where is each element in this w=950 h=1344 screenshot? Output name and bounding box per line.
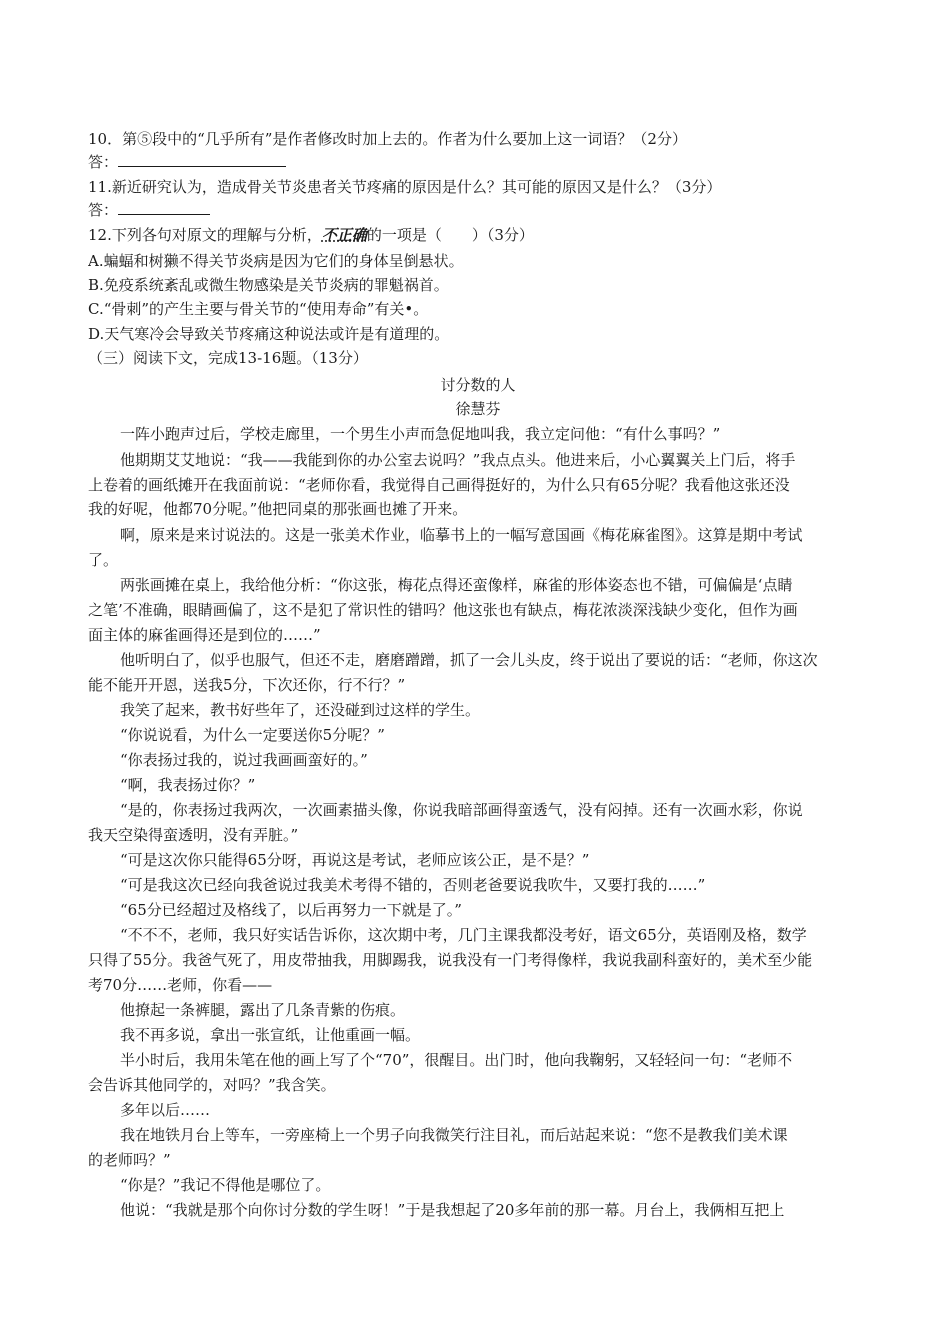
article-line: 我天空染得蛮透明，没有弄脏。” (88, 826, 299, 844)
article-line: 面主体的麻雀画得还是到位的……” (88, 626, 321, 644)
option-b: B.免疫系统紊乱或微生物感染是关节炎病的罪魁祸首。 (88, 276, 449, 294)
article-author: 徐慧芬 (455, 400, 501, 418)
section-heading: （三）阅读下文，完成13-16题。（13分） (88, 349, 368, 367)
option-c: C.“骨刺”的产生主要与骨关节的“使用寿命”有关•。 (88, 300, 429, 318)
article-line: 考70分……老师，你看—— (88, 976, 273, 994)
answer-line-11 (88, 199, 868, 221)
article-line: 两张画摊在桌上，我给他分析：“你这张，梅花点得还蛮像样，麻雀的形体姿态也不错，可偏偏是‘点睛 (120, 576, 793, 594)
article-line: “你表扬过我的，说过我画画蛮好的。” (120, 751, 368, 769)
article-line: “是的，你表扬过我两次，一次画素描头像，你说我暗部画得蛮透气，没有闷掉。还有一次画水彩，你说 (120, 801, 803, 819)
article-line: 能不能开开恩，送我5分，下次还你，行不行？” (88, 676, 406, 694)
answer-blank-11[interactable] (118, 199, 210, 215)
question-10: 10．第⑤段中的“几乎所有”是作者修改时加上去的。作者为什么要加上这一词语？（2分） (88, 130, 687, 148)
article-line: “不不不，老师，我只好实话告诉你，这次期中考，几门主课我都没考好，语文65分，英语刚及格，数学 (120, 926, 807, 944)
article-line: 之笔’不准确，眼睛画偏了，这不是犯了常识性的错吗？他这张也有缺点，梅花浓淡深浅缺少变化，但作为画 (88, 601, 798, 619)
article-line: “可是这次你只能得65分呀，再说这是考试，老师应该公正，是不是？” (120, 851, 590, 869)
article-line: 他期期艾艾地说：“我——我能到你的办公室去说吗？”我点点头。他进来后，小心翼翼关上门后，将手 (120, 451, 796, 469)
article-line: 一阵小跑声过后，学校走廊里，一个男生小声而急促地叫我，我立定问他：“有什么事吗？” (120, 425, 721, 443)
article-line: 半小时后，我用朱笔在他的画上写了个“70”，很醒目。出门时，他向我鞠躬，又轻轻问一句：“老师不 (120, 1051, 793, 1069)
article-title: 讨分数的人 (440, 376, 516, 394)
question-12-suffix: 的一项是（ ）（3分） (366, 226, 534, 244)
article-line: 的老师吗？” (88, 1151, 171, 1169)
article-line: 他撩起一条裤腿，露出了几条青紫的伤痕。 (120, 1001, 406, 1019)
answer-label: 答： (88, 201, 119, 219)
article-line: 我的好呢，他都70分呢。”他把同桌的那张画也摊了开来。 (88, 500, 468, 518)
article-line: 他说：“我就是那个向你讨分数的学生呀！”于是我想起了20多年前的那一幕。月台上，我俩相互把上 (120, 1201, 785, 1219)
option-d: D.天气寒冷会导致关节疼痛这种说法或许是有道理的。 (88, 325, 450, 343)
article-line: “你是？”我记不得他是哪位了。 (120, 1176, 331, 1194)
article-line: 只得了55分。我爸气死了，用皮带抽我，用脚踢我，说我没有一门考得像样，我说我副科蛮好的，美术至少能 (88, 951, 813, 969)
article-line: 了。 (88, 551, 119, 569)
article-line: “你说说看，为什么一定要送你5分呢？” (120, 726, 385, 744)
article-line: 啊，原来是来讨说法的。这是一张美术作业，临摹书上的一幅写意国画《梅花麻雀图》。这算是期中考试 (120, 526, 803, 544)
article-line: “可是我这次已经向我爸说过我美术考得不错的，否则老爸要说我吹牛，又要打我的……” (120, 876, 706, 894)
article-line: “65分已经超过及格线了，以后再努力一下就是了。” (120, 901, 462, 919)
question-12 (88, 224, 868, 246)
question-12-prefix: 12.下列各句对原文的理解与分析， (88, 226, 322, 244)
article-line: “啊，我表扬过你？” (120, 776, 256, 794)
question-12-emphasis: 不正确 (321, 226, 367, 244)
article-line: 我笑了起来，教书好些年了，还没碰到过这样的学生。 (120, 701, 481, 719)
answer-label: 答： (88, 153, 119, 171)
article-line: 他听明白了，似乎也服气，但还不走，磨磨蹭蹭，抓了一会儿头皮，终于说出了要说的话：“老师，你这次 (120, 651, 818, 669)
option-a: A.蝙蝠和树獭不得关节炎病是因为它们的身体呈倒悬状。 (88, 252, 464, 270)
question-11: 11.新近研究认为，造成骨关节炎患者关节疼痛的原因是什么？其可能的原因又是什么？（3分） (88, 178, 722, 196)
answer-blank-10[interactable] (118, 151, 286, 167)
answer-line-10 (88, 151, 868, 173)
article-line: 上卷着的画纸摊开在我面前说：“老师你看，我觉得自己画得挺好的，为什么只有65分呢？我看他这张还没 (88, 476, 790, 494)
article-line: 多年以后…… (120, 1101, 211, 1119)
article-line: 我不再多说，拿出一张宣纸，让他重画一幅。 (120, 1026, 421, 1044)
article-line: 我在地铁月台上等车，一旁座椅上一个男子向我微笑行注目礼，而后站起来说：“您不是教我们美术课 (120, 1126, 788, 1144)
article-line: 会告诉其他同学的，对吗？”我含笑。 (88, 1076, 336, 1094)
